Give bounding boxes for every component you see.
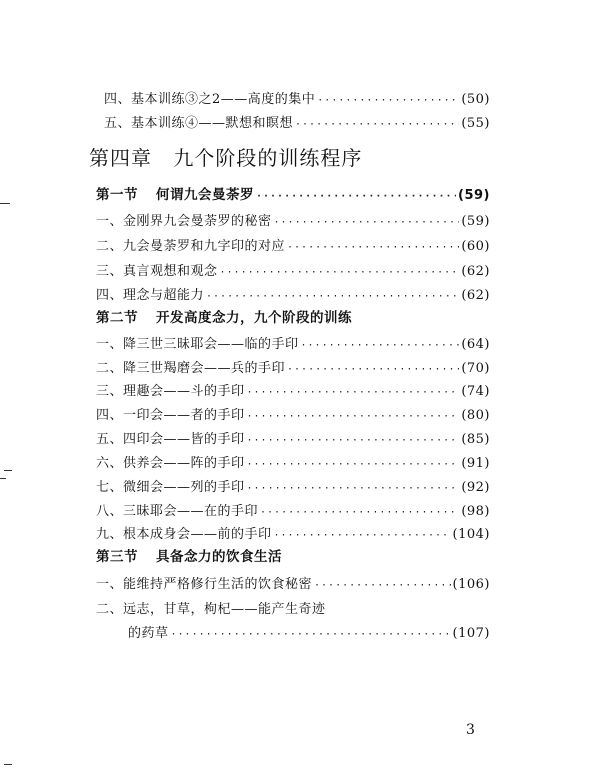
toc-entry-title: 五、基本训练④——默想和瞑想 <box>104 116 294 131</box>
toc-entry-page: (74) <box>461 384 490 399</box>
leader-dots <box>295 119 459 130</box>
leader-dots <box>301 340 460 351</box>
section-title: 何谓九会曼荼罗 <box>156 187 254 203</box>
leader-dots <box>260 507 459 518</box>
toc-entry-title: 三、真言观想和观念 <box>96 264 218 279</box>
page-number: 3 <box>466 722 475 738</box>
toc-entry-title: 的药草 <box>128 626 169 641</box>
toc-entry-page: (70) <box>461 361 490 376</box>
toc-entry <box>96 500 490 519</box>
toc-entry <box>104 88 490 107</box>
leader-dots <box>274 217 460 228</box>
leader-dots <box>220 267 460 278</box>
chapter-label: 第四章 <box>89 146 152 170</box>
section-label: 第一节 <box>96 187 138 203</box>
toc-entry <box>96 235 490 254</box>
toc-entry-page: (104) <box>452 527 490 542</box>
toc-entry-title: 四、一印会——者的手印 <box>96 408 245 423</box>
leader-dots <box>314 580 451 591</box>
toc-entry-title: 一、能维持严格修行生活的饮食秘密 <box>96 577 313 592</box>
leader-dots <box>287 364 459 375</box>
scan-mark <box>0 478 6 479</box>
toc-entry-page: (92) <box>461 480 490 495</box>
leader-dots <box>247 435 460 446</box>
toc-entry <box>96 573 490 592</box>
toc-entry-page: (60) <box>461 239 490 254</box>
toc-entry <box>128 622 490 641</box>
chapter-title: 九个阶段的训练程序 <box>173 146 363 170</box>
leader-dots <box>274 530 451 541</box>
toc-entry <box>96 333 490 352</box>
leader-dots <box>247 459 460 470</box>
toc-entry-page: (62) <box>461 288 490 303</box>
toc-entry <box>96 357 490 376</box>
toc-entry-page: (107) <box>452 626 490 641</box>
toc-entry-title: 九、根本成身会——前的手印 <box>96 527 272 542</box>
toc-entry-title: 一、降三世三昧耶会——临的手印 <box>96 337 299 352</box>
section-heading <box>96 545 490 565</box>
toc-entry-page: (59) <box>461 214 490 229</box>
toc-entry-title: 二、降三世羯磨会——兵的手印 <box>96 361 286 376</box>
toc-entry-title: 二、九会曼荼罗和九字印的对应 <box>96 239 286 254</box>
toc-entry-page: (59) <box>458 188 490 203</box>
toc-entry <box>96 284 490 303</box>
section-label: 第三节 <box>96 549 138 565</box>
toc-entry-page: (98) <box>461 504 490 519</box>
toc-entry-page: (91) <box>461 456 490 471</box>
toc-entry-page: (80) <box>461 408 490 423</box>
leader-dots <box>256 191 456 202</box>
toc-entry-page: (62) <box>461 264 490 279</box>
toc-entry-title: 六、供养会——阵的手印 <box>96 456 245 471</box>
scan-mark <box>0 203 10 204</box>
leader-dots <box>206 291 459 302</box>
toc-entry-title: 一、金刚界九会曼荼罗的秘密 <box>96 214 272 229</box>
section-title: 具备念力的饮食生活 <box>156 549 282 565</box>
toc-entry-page: (106) <box>452 577 490 592</box>
toc-entry-page: (85) <box>461 432 490 447</box>
toc-entry-title: 二、远志，甘草，枸杞——能产生奇迹 <box>96 602 326 617</box>
toc-entry <box>104 112 490 131</box>
toc-entry-title: 五、四印会——皆的手印 <box>96 432 245 447</box>
section-heading <box>96 306 490 326</box>
toc-entry <box>96 523 490 542</box>
toc-entry <box>96 598 490 617</box>
toc-entry-title: 八、三昧耶会——在的手印 <box>96 504 259 519</box>
scan-mark <box>4 470 12 471</box>
section-heading <box>96 183 490 203</box>
toc-entry-page: (64) <box>461 337 490 352</box>
toc-entry-title: 四、基本训练③之2——高度的集中 <box>104 92 316 107</box>
toc-entry <box>96 260 490 279</box>
scan-mark <box>4 764 12 765</box>
leader-dots <box>247 483 460 494</box>
toc-entry <box>96 428 490 447</box>
toc-entry-page: (55) <box>461 116 490 131</box>
toc-entry <box>96 404 490 423</box>
toc-entry <box>96 210 490 229</box>
toc-entry-title: 七、微细会——列的手印 <box>96 480 245 495</box>
toc-entry-page: (50) <box>461 92 490 107</box>
section-title: 开发高度念力，九个阶段的训练 <box>156 310 352 326</box>
leader-dots <box>317 95 459 106</box>
toc-entry <box>96 452 490 471</box>
leader-dots <box>247 387 460 398</box>
leader-dots <box>171 629 451 640</box>
leader-dots <box>287 242 459 253</box>
section-label: 第二节 <box>96 310 138 326</box>
toc-entry-title: 三、理趣会——斗的手印 <box>96 384 245 399</box>
toc-entry <box>96 476 490 495</box>
chapter-heading <box>89 142 362 171</box>
leader-dots <box>247 411 460 422</box>
toc-entry <box>96 380 490 399</box>
toc-entry-title: 四、理念与超能力 <box>96 288 205 303</box>
